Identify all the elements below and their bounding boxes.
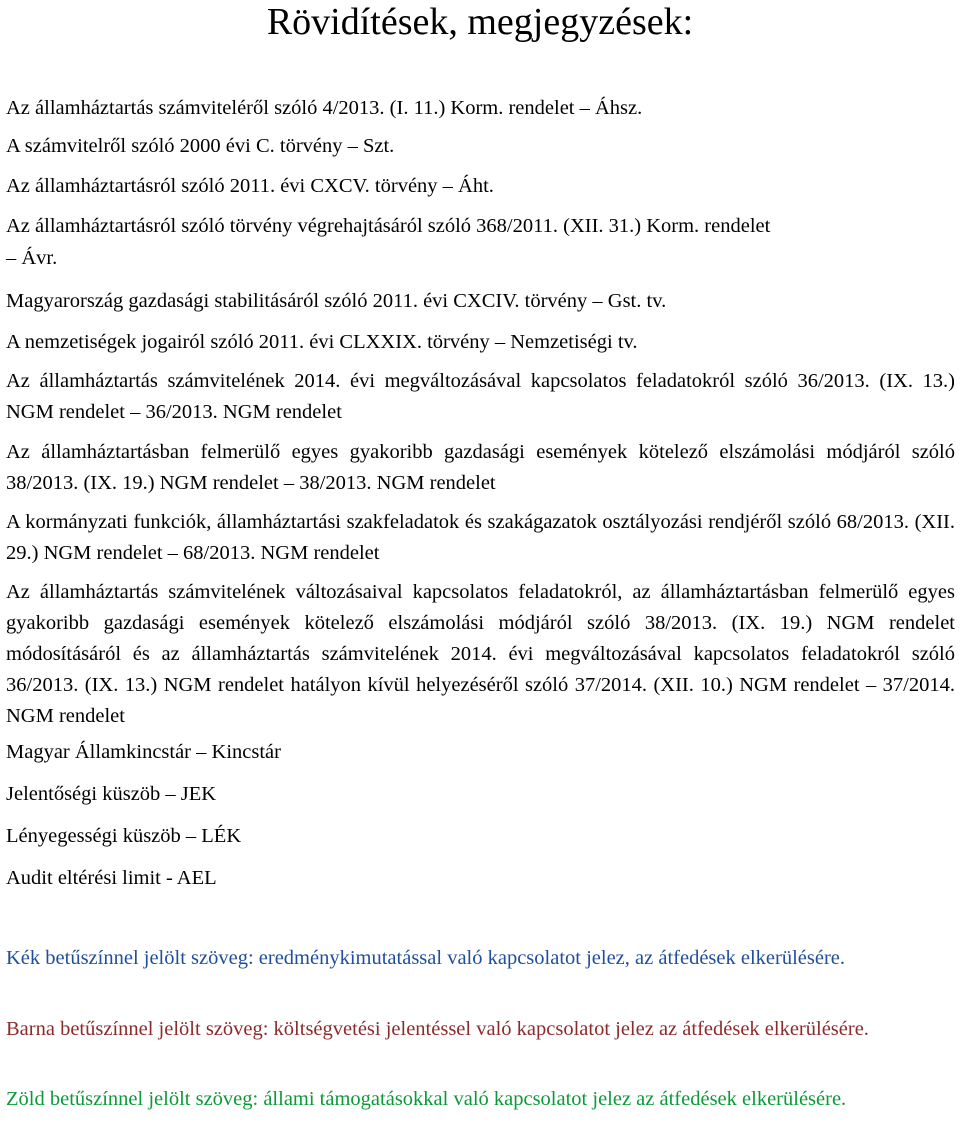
note-green-text: Zöld betűszínnel jelölt szöveg: állami támogatásokkal való kapcsolatot jelez az átfedések elkerülésére. <box>6 1088 847 1110</box>
abbreviation-line-nemzetisegi: A nemzetiségek jogairól szóló 2011. évi CLXXIX. törvény – Nemzetiségi tv. <box>6 331 638 353</box>
term-jek: Jelentőségi küszöb – JEK <box>6 783 217 805</box>
note-brown-text: Barna betűszínnel jelölt szöveg: költségvetési jelentéssel való kapcsolatot jelez az átfedések elkerülésére. <box>6 1018 869 1040</box>
abbreviation-line-avr-cont: – Ávr. <box>6 247 58 269</box>
abbreviation-line-ahsz: Az államháztartás számviteléről szóló 4/2013. (I. 11.) Korm. rendelet – Áhsz. <box>6 97 643 119</box>
regulation-paragraph-38-2013: Az államháztartásban felmerülő egyes gyakoribb gazdasági események kötelező elszámolási módjáról szóló 38/2013. (IX. 19.) NGM rendelet – 38/2013. NGM rendelet <box>6 441 955 494</box>
term-ael: Audit eltérési limit - AEL <box>6 867 217 889</box>
abbreviation-line-avr: Az államháztartásról szóló törvény végrehajtásáról szóló 368/2011. (XII. 31.) Korm. rendelet <box>6 215 771 237</box>
page-title: Rövidítések, megjegyzések: <box>266 1 694 43</box>
note-blue-text: Kék betűszínnel jelölt szöveg: eredménykimutatással való kapcsolatot jelez, az átfedések elkerülésére. <box>6 947 846 969</box>
regulation-paragraph-68-2013: A kormányzati funkciók, államháztartási szakfeladatok és szakágazatok osztályozási rendjéről szóló 68/2013. (XII. 29.) NGM rendelet – 68/2013. NGM rendelet <box>6 511 955 564</box>
abbreviation-line-szt: A számvitelről szóló 2000 évi C. törvény – Szt. <box>6 135 395 157</box>
term-lek: Lényegességi küszöb – LÉK <box>6 825 242 847</box>
regulation-paragraph-36-2013: Az államháztartás számvitelének 2014. évi megváltozásával kapcsolatos feladatokról szóló 36/2013. (IX. 13.) NGM rendelet – 36/2013. NGM rendelet <box>6 370 955 423</box>
term-kincstar: Magyar Államkincstár – Kincstár <box>6 741 281 763</box>
regulation-paragraph-37-2014: Az államháztartás számvitelének változásaival kapcsolatos feladatokról, az államháztartásban felmerülő egyes gyakoribb gazdasági események kötelező elszámolási módjáról szóló 38/2013. (IX. 19.) NGM rendelet módosításáról és az államháztartás számvitelének 2014. évi megváltozásával kapcsolatos feladatokról szóló 36/2013. (IX. 13.) NGM rendelet hatályon kívül helyezéséről szóló 37/2014. (XII. 10.) NGM rendelet – 37/2014. NGM rendelet <box>6 581 955 727</box>
abbreviation-line-gst: Magyarország gazdasági stabilitásáról szóló 2011. évi CXCIV. törvény – Gst. tv. <box>6 290 667 312</box>
abbreviation-line-aht: Az államháztartásról szóló 2011. évi CXCV. törvény – Áht. <box>6 175 494 197</box>
